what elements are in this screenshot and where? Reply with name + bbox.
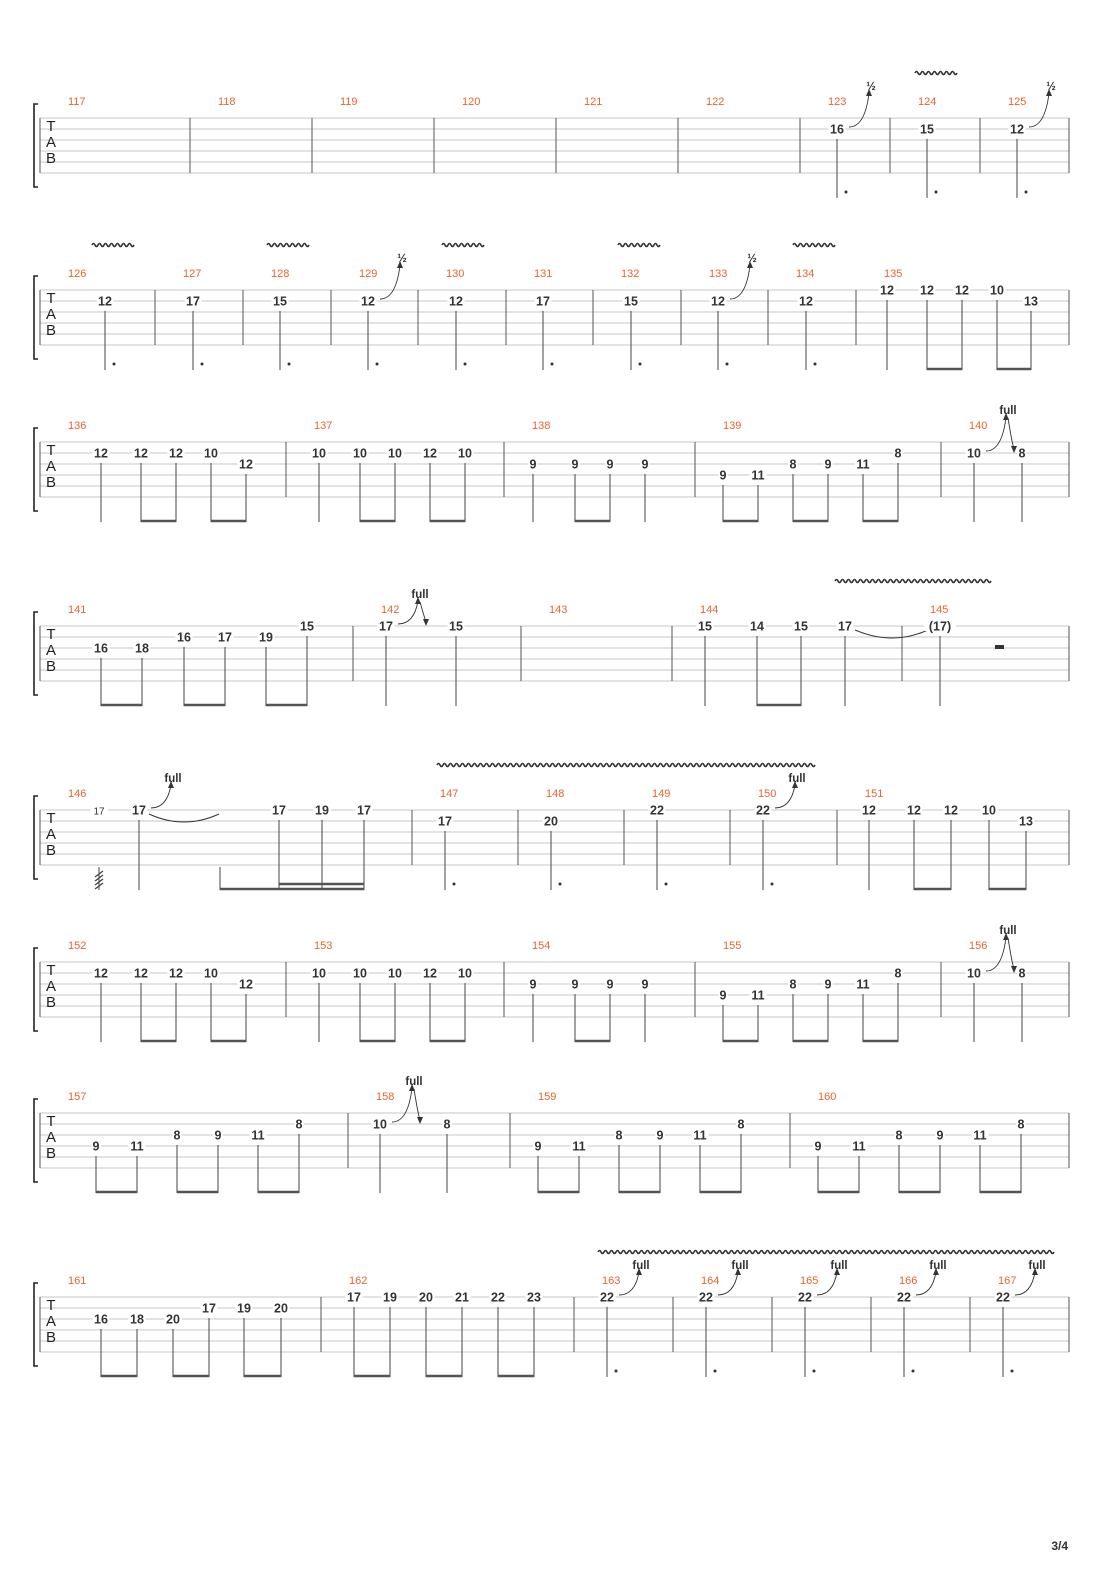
page-number: 3/4 bbox=[1051, 1539, 1068, 1553]
measure-number: 138 bbox=[532, 420, 551, 432]
duration-dot bbox=[912, 1370, 915, 1373]
fret-number: 22 bbox=[600, 1290, 614, 1305]
bend-curve bbox=[619, 1272, 639, 1295]
fret-number: 9 bbox=[529, 457, 537, 472]
duration-dot bbox=[559, 883, 562, 886]
release-arrowhead bbox=[423, 619, 429, 626]
measure-number: 139 bbox=[723, 420, 742, 432]
fret-number: 8 bbox=[1017, 1117, 1025, 1132]
bend-curve bbox=[986, 937, 1006, 971]
tab-clef-letter: B bbox=[45, 150, 57, 167]
measure-number: 153 bbox=[314, 940, 333, 952]
tab-clef-letter: T bbox=[46, 290, 56, 307]
fret-number: 15 bbox=[624, 294, 638, 309]
fret-number: 10 bbox=[312, 446, 326, 461]
measure-number: 120 bbox=[462, 96, 481, 108]
release-arrowhead bbox=[417, 1117, 423, 1124]
measure-number: 167 bbox=[998, 1275, 1017, 1287]
fret-number: 16 bbox=[94, 1312, 108, 1327]
bend-curve bbox=[718, 1272, 738, 1295]
vibrato-mark bbox=[915, 72, 957, 75]
fret-number: 22 bbox=[650, 803, 664, 818]
system-bracket bbox=[34, 612, 38, 695]
fret-number: 10 bbox=[388, 966, 402, 981]
fret-number: 9 bbox=[641, 457, 649, 472]
tab-clef-letter: B bbox=[45, 658, 57, 675]
fret-number: 21 bbox=[455, 1290, 469, 1305]
tab-clef-letter: T bbox=[46, 1113, 56, 1130]
fret-number: 12 bbox=[862, 803, 876, 818]
fret-number: 22 bbox=[996, 1290, 1010, 1305]
system-bracket bbox=[34, 428, 38, 511]
bend-amount-label: full bbox=[788, 773, 806, 785]
tab-clef-letter: T bbox=[46, 1297, 56, 1314]
half-rest bbox=[995, 645, 1004, 649]
duration-dot bbox=[615, 1370, 618, 1373]
measure-number: 157 bbox=[68, 1091, 87, 1103]
tab-clef-letter: B bbox=[45, 842, 57, 859]
measure-number: 158 bbox=[376, 1091, 395, 1103]
fret-number: 12 bbox=[98, 294, 112, 309]
fret-number: 11 bbox=[856, 977, 870, 992]
fret-number: 9 bbox=[571, 977, 579, 992]
tab-system bbox=[34, 925, 1069, 1042]
vibrato-mark bbox=[442, 244, 484, 247]
fret-number: 20 bbox=[544, 814, 558, 829]
fret-number: 8 bbox=[737, 1117, 745, 1132]
fret-number: 9 bbox=[534, 1139, 542, 1154]
vibrato-mark bbox=[598, 1251, 1054, 1254]
fret-number: 20 bbox=[419, 1290, 433, 1305]
fret-number: 10 bbox=[312, 966, 326, 981]
measure-number: 143 bbox=[549, 604, 568, 616]
system-bracket bbox=[34, 276, 38, 359]
fret-number: 16 bbox=[830, 122, 844, 137]
fret-number: 11 bbox=[973, 1128, 987, 1143]
fret-number: 17 bbox=[536, 294, 550, 309]
fret-number: 10 bbox=[204, 446, 218, 461]
fret-number: 10 bbox=[458, 446, 472, 461]
tab-clef-letter: B bbox=[45, 1145, 57, 1162]
vibrato-mark bbox=[835, 580, 991, 583]
fret-number: 11 bbox=[251, 1128, 265, 1143]
measure-number: 165 bbox=[800, 1275, 819, 1287]
measure-number: 156 bbox=[969, 940, 988, 952]
measure-number: 144 bbox=[700, 604, 719, 616]
fret-number: 16 bbox=[177, 630, 191, 645]
duration-dot bbox=[464, 363, 467, 366]
fret-number: 10 bbox=[967, 446, 981, 461]
tab-clef-letter: A bbox=[45, 458, 57, 475]
tab-clef-letter: T bbox=[46, 626, 56, 643]
duration-dot bbox=[814, 363, 817, 366]
duration-dot bbox=[813, 1370, 816, 1373]
fret-number: 13 bbox=[1019, 814, 1033, 829]
measure-number: 121 bbox=[584, 96, 603, 108]
fret-number: 8 bbox=[443, 1117, 451, 1132]
tab-system bbox=[34, 1076, 1069, 1193]
release-curve bbox=[1008, 418, 1014, 449]
release-curve bbox=[414, 1089, 420, 1120]
fret-number: 17 bbox=[838, 619, 852, 634]
bend-curve bbox=[1029, 93, 1049, 127]
fret-number: 12 bbox=[1010, 122, 1024, 137]
fret-number: 8 bbox=[895, 1128, 903, 1143]
duration-dot bbox=[665, 883, 668, 886]
fret-number: 11 bbox=[693, 1128, 707, 1143]
measure-number: 122 bbox=[706, 96, 725, 108]
fret-number: 15 bbox=[920, 122, 934, 137]
fret-number: 10 bbox=[967, 966, 981, 981]
measure-number: 118 bbox=[218, 96, 236, 108]
fret-number: 9 bbox=[824, 977, 832, 992]
measure-number: 160 bbox=[818, 1091, 837, 1103]
measure-number: 130 bbox=[446, 268, 465, 280]
duration-dot bbox=[376, 363, 379, 366]
fret-number: 11 bbox=[856, 457, 870, 472]
bend-amount-label: full bbox=[405, 1076, 423, 1088]
duration-dot bbox=[845, 191, 848, 194]
fret-number: 17 bbox=[93, 806, 105, 818]
tab-clef-letter: B bbox=[45, 994, 57, 1011]
measure-number: 134 bbox=[796, 268, 815, 280]
measure-number: 154 bbox=[532, 940, 551, 952]
duration-dot bbox=[1025, 191, 1028, 194]
fret-number: 8 bbox=[615, 1128, 623, 1143]
fret-number: 8 bbox=[894, 446, 902, 461]
release-arrowhead bbox=[1011, 966, 1017, 973]
duration-dot bbox=[726, 363, 729, 366]
measure-number: 166 bbox=[899, 1275, 918, 1287]
fret-number: 17 bbox=[357, 803, 371, 818]
fret-number: 15 bbox=[273, 294, 287, 309]
fret-number: 12 bbox=[955, 283, 969, 298]
measure-number: 152 bbox=[68, 940, 87, 952]
system-bracket bbox=[34, 1099, 38, 1182]
duration-dot bbox=[288, 363, 291, 366]
fret-number: 8 bbox=[789, 457, 797, 472]
tab-system bbox=[34, 764, 1069, 891]
fret-number: 12 bbox=[711, 294, 725, 309]
tab-clef-letter: T bbox=[46, 810, 56, 827]
fret-number: 15 bbox=[698, 619, 712, 634]
fret-number: 15 bbox=[449, 619, 463, 634]
fret-number: 11 bbox=[130, 1139, 144, 1154]
fret-number: 10 bbox=[388, 446, 402, 461]
tab-clef-letter: A bbox=[45, 134, 57, 151]
duration-dot bbox=[201, 363, 204, 366]
bend-amount-label: full bbox=[731, 1260, 749, 1272]
fret-number: 17 bbox=[202, 1301, 216, 1316]
tab-clef-letter: A bbox=[45, 978, 57, 995]
fret-number: 10 bbox=[982, 803, 996, 818]
fret-number: 12 bbox=[920, 283, 934, 298]
bend-curve bbox=[730, 265, 750, 299]
bend-amount-label: full bbox=[411, 589, 429, 601]
measure-number: 161 bbox=[68, 1275, 87, 1287]
fret-number: (17) bbox=[928, 619, 952, 634]
tab-clef-letter: B bbox=[45, 322, 57, 339]
fret-number: 17 bbox=[218, 630, 232, 645]
fret-number: 8 bbox=[295, 1117, 303, 1132]
fret-number: 17 bbox=[438, 814, 452, 829]
fret-number: 20 bbox=[274, 1301, 288, 1316]
bend-curve bbox=[817, 1272, 837, 1295]
fret-number: 17 bbox=[347, 1290, 361, 1305]
bend-curve bbox=[986, 417, 1006, 451]
fret-number: 12 bbox=[134, 446, 148, 461]
fret-number: 9 bbox=[814, 1139, 822, 1154]
fret-number: 15 bbox=[794, 619, 808, 634]
fret-number: 9 bbox=[214, 1128, 222, 1143]
fret-number: 12 bbox=[423, 446, 437, 461]
measure-number: 155 bbox=[723, 940, 742, 952]
duration-dot bbox=[551, 363, 554, 366]
bend-amount-label: ½ bbox=[866, 81, 876, 93]
fret-number: 12 bbox=[239, 457, 253, 472]
fret-number: 11 bbox=[852, 1139, 866, 1154]
vibrato-mark bbox=[618, 244, 660, 247]
fret-number: 20 bbox=[166, 1312, 180, 1327]
measure-number: 159 bbox=[538, 1091, 557, 1103]
measure-number: 150 bbox=[758, 788, 777, 800]
fret-number: 22 bbox=[491, 1290, 505, 1305]
fret-number: 22 bbox=[699, 1290, 713, 1305]
fret-number: 10 bbox=[204, 966, 218, 981]
measure-number: 146 bbox=[68, 788, 87, 800]
fret-number: 18 bbox=[135, 641, 149, 656]
measure-number: 135 bbox=[884, 268, 903, 280]
fret-number: 10 bbox=[353, 446, 367, 461]
measure-number: 128 bbox=[271, 268, 290, 280]
tab-system bbox=[34, 580, 1069, 707]
duration-dot bbox=[639, 363, 642, 366]
fret-number: 10 bbox=[990, 283, 1004, 298]
tab-system bbox=[34, 72, 1069, 199]
fret-number: 12 bbox=[94, 966, 108, 981]
fret-number: 9 bbox=[571, 457, 579, 472]
fret-number: 9 bbox=[606, 457, 614, 472]
bend-amount-label: ½ bbox=[1046, 81, 1056, 93]
bend-curve bbox=[775, 785, 795, 808]
bend-curve bbox=[398, 601, 418, 624]
bend-amount-label: full bbox=[632, 1260, 650, 1272]
fret-number: 19 bbox=[315, 803, 329, 818]
fret-number: 8 bbox=[1018, 966, 1026, 981]
tab-system bbox=[34, 1251, 1069, 1378]
fret-number: 18 bbox=[130, 1312, 144, 1327]
measure-number: 162 bbox=[349, 1275, 368, 1287]
fret-number: 8 bbox=[789, 977, 797, 992]
fret-number: 12 bbox=[94, 446, 108, 461]
duration-dot bbox=[453, 883, 456, 886]
fret-number: 12 bbox=[449, 294, 463, 309]
fret-number: 12 bbox=[944, 803, 958, 818]
fret-number: 17 bbox=[186, 294, 200, 309]
fret-number: 8 bbox=[1018, 446, 1026, 461]
measure-number: 164 bbox=[701, 1275, 720, 1287]
fret-number: 19 bbox=[383, 1290, 397, 1305]
measure-number: 119 bbox=[340, 96, 358, 108]
measure-number: 126 bbox=[68, 268, 87, 280]
tab-clef-letter: T bbox=[46, 962, 56, 979]
bend-amount-label: full bbox=[830, 1260, 848, 1272]
release-arrowhead bbox=[1011, 446, 1017, 453]
fret-number: 17 bbox=[272, 803, 286, 818]
fret-number: 12 bbox=[169, 446, 183, 461]
bend-amount-label: ½ bbox=[397, 253, 407, 265]
bend-amount-label: ½ bbox=[747, 253, 757, 265]
bend-amount-label: full bbox=[999, 405, 1017, 417]
fret-number: 9 bbox=[641, 977, 649, 992]
duration-dot bbox=[113, 363, 116, 366]
system-bracket bbox=[34, 104, 38, 187]
measure-number: 131 bbox=[534, 268, 553, 280]
tab-clef-letter: B bbox=[45, 1329, 57, 1346]
bend-curve bbox=[380, 265, 400, 299]
fret-number: 8 bbox=[894, 966, 902, 981]
measure-number: 148 bbox=[546, 788, 565, 800]
measure-number: 145 bbox=[930, 604, 949, 616]
fret-number: 11 bbox=[572, 1139, 586, 1154]
fret-number: 12 bbox=[880, 283, 894, 298]
fret-number: 22 bbox=[897, 1290, 911, 1305]
measure-number: 140 bbox=[969, 420, 988, 432]
release-curve bbox=[1008, 938, 1014, 969]
bend-amount-label: full bbox=[1028, 1260, 1046, 1272]
bend-amount-label: full bbox=[999, 925, 1017, 937]
fret-number: 16 bbox=[94, 641, 108, 656]
duration-dot bbox=[935, 191, 938, 194]
measure-number: 141 bbox=[68, 604, 87, 616]
fret-number: 12 bbox=[907, 803, 921, 818]
bend-amount-label: full bbox=[929, 1260, 947, 1272]
bend-curve bbox=[392, 1088, 412, 1122]
tab-clef-letter: A bbox=[45, 1313, 57, 1330]
fret-number: 12 bbox=[361, 294, 375, 309]
duration-dot bbox=[714, 1370, 717, 1373]
fret-number: 12 bbox=[169, 966, 183, 981]
measure-number: 127 bbox=[183, 268, 202, 280]
measure-number: 147 bbox=[440, 788, 459, 800]
bend-curve bbox=[1015, 1272, 1035, 1295]
measure-number: 125 bbox=[1008, 96, 1027, 108]
fret-number: 15 bbox=[300, 619, 314, 634]
fret-number: 10 bbox=[373, 1117, 387, 1132]
fret-number: 11 bbox=[751, 468, 765, 483]
bend-amount-label: full bbox=[164, 773, 182, 785]
measure-number: 133 bbox=[709, 268, 728, 280]
measure-number: 142 bbox=[381, 604, 400, 616]
bend-curve bbox=[849, 93, 869, 127]
fret-number: 9 bbox=[606, 977, 614, 992]
duration-dot bbox=[1011, 1370, 1014, 1373]
measure-number: 151 bbox=[865, 788, 884, 800]
tab-clef-letter: A bbox=[45, 826, 57, 843]
measure-number: 129 bbox=[359, 268, 378, 280]
vibrato-mark bbox=[793, 244, 835, 247]
fret-number: 9 bbox=[92, 1139, 100, 1154]
fret-number: 14 bbox=[750, 619, 764, 634]
measure-number: 132 bbox=[621, 268, 640, 280]
measure-number: 149 bbox=[652, 788, 671, 800]
fret-number: 11 bbox=[751, 988, 765, 1003]
fret-number: 13 bbox=[1024, 294, 1038, 309]
vibrato-mark bbox=[437, 764, 815, 767]
system-bracket bbox=[34, 796, 38, 879]
fret-number: 12 bbox=[134, 966, 148, 981]
system-bracket bbox=[34, 948, 38, 1031]
vibrato-mark bbox=[92, 244, 134, 247]
tab-clef-letter: A bbox=[45, 1129, 57, 1146]
fret-number: 10 bbox=[458, 966, 472, 981]
bend-curve bbox=[151, 785, 171, 808]
fret-number: 12 bbox=[423, 966, 437, 981]
fret-number: 9 bbox=[824, 457, 832, 472]
measure-number: 123 bbox=[828, 96, 847, 108]
fret-number: 9 bbox=[529, 977, 537, 992]
vibrato-mark bbox=[267, 244, 309, 247]
measure-number: 124 bbox=[918, 96, 937, 108]
fret-number: 12 bbox=[799, 294, 813, 309]
fret-number: 12 bbox=[239, 977, 253, 992]
bend-curve bbox=[916, 1272, 936, 1295]
tab-clef-letter: A bbox=[45, 306, 57, 323]
tab-system bbox=[34, 244, 1069, 371]
tab-clef-letter: B bbox=[45, 474, 57, 491]
fret-number: 19 bbox=[259, 630, 273, 645]
fret-number: 17 bbox=[379, 619, 393, 634]
measure-number: 117 bbox=[68, 96, 86, 108]
fret-number: 10 bbox=[353, 966, 367, 981]
tab-clef-letter: A bbox=[45, 642, 57, 659]
fret-number: 9 bbox=[936, 1128, 944, 1143]
measure-number: 137 bbox=[314, 420, 333, 432]
fret-number: 8 bbox=[173, 1128, 181, 1143]
tab-clef-letter: T bbox=[46, 442, 56, 459]
tab-system bbox=[34, 405, 1069, 522]
fret-number: 9 bbox=[656, 1128, 664, 1143]
duration-dot bbox=[771, 883, 774, 886]
fret-number: 9 bbox=[719, 468, 727, 483]
system-bracket bbox=[34, 1283, 38, 1366]
measure-number: 163 bbox=[602, 1275, 621, 1287]
fret-number: 19 bbox=[237, 1301, 251, 1316]
measure-number: 136 bbox=[68, 420, 87, 432]
fret-number: 17 bbox=[132, 803, 146, 818]
tab-clef-letter: T bbox=[46, 118, 56, 135]
fret-number: 22 bbox=[798, 1290, 812, 1305]
fret-number: 9 bbox=[719, 988, 727, 1003]
fret-number: 22 bbox=[756, 803, 770, 818]
fret-number: 23 bbox=[527, 1290, 541, 1305]
